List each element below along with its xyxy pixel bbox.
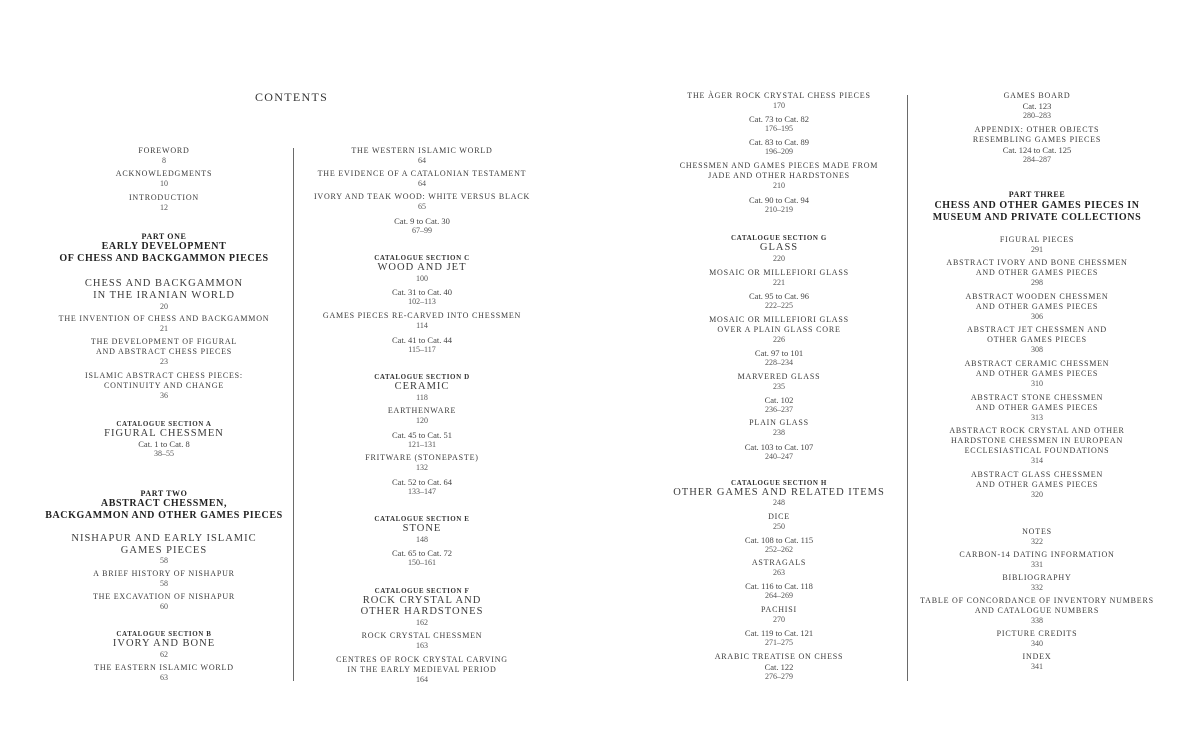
toc-entry: FIGURAL PIECES — [999, 235, 1075, 244]
toc-entry: CONTINUITY AND CHANGE — [103, 381, 225, 390]
page-number: 310 — [1031, 379, 1043, 388]
page-number: 64 — [418, 156, 426, 165]
toc-entry: INDEX — [1022, 652, 1052, 661]
part-label: PART ONE — [141, 232, 187, 241]
toc-entry: TABLE OF CONCORDANCE OF INVENTORY NUMBERS — [920, 596, 1154, 605]
toc-entry: ABSTRACT STONE CHESSMEN — [970, 393, 1104, 402]
page-number: 114 — [416, 321, 428, 330]
toc-entry: THE EXCAVATION OF NISHAPUR — [92, 592, 236, 601]
catalogue-range: Cat. 103 to Cat. 107 — [744, 442, 814, 452]
section-title: CERAMIC — [394, 381, 450, 392]
toc-entry: INTRODUCTION — [128, 193, 200, 202]
catalogue-section-label: CATALOGUE SECTION F — [374, 587, 470, 595]
catalogue-range: Cat. 73 to Cat. 82 — [749, 114, 809, 124]
toc-entry: PICTURE CREDITS — [996, 629, 1078, 638]
chapter-title: NISHAPUR AND EARLY ISLAMIC — [71, 533, 257, 544]
toc-entry: ABSTRACT ROCK CRYSTAL AND OTHER — [949, 426, 1125, 435]
column-divider — [907, 95, 908, 681]
toc-entry: FRITWARE (STONEPASTE) — [365, 453, 479, 462]
catalogue-range: Cat. 65 to Cat. 72 — [392, 548, 452, 558]
section-title: GLASS — [759, 242, 799, 253]
page-number: 163 — [416, 641, 428, 650]
page-number: 220 — [773, 254, 785, 263]
part-title: BACKGAMMON AND OTHER GAMES PIECES — [45, 510, 283, 521]
toc-entry: ISLAMIC ABSTRACT CHESS PIECES: — [85, 371, 243, 380]
page-number: 118 — [416, 393, 428, 402]
catalogue-range: Cat. 119 to Cat. 121 — [744, 628, 814, 638]
page-number: 263 — [773, 568, 785, 577]
toc-entry: ASTRAGALS — [751, 558, 807, 567]
part-title: OF CHESS AND BACKGAMMON PIECES — [59, 253, 269, 264]
toc-entry: A BRIEF HISTORY OF NISHAPUR — [93, 569, 235, 578]
page-title: CONTENTS — [255, 90, 329, 104]
page-number: 210–219 — [765, 205, 793, 214]
page-number: 332 — [1031, 583, 1043, 592]
page-number: 120 — [416, 416, 428, 425]
toc-entry: PLAIN GLASS — [749, 418, 809, 427]
chapter-title: GAMES PIECES — [120, 545, 208, 556]
page-number: 313 — [1031, 413, 1043, 422]
page-number: 170 — [773, 101, 785, 110]
catalogue-range: Cat. 45 to Cat. 51 — [392, 430, 452, 440]
toc-entry: AND ABSTRACT CHESS PIECES — [95, 347, 233, 356]
page-number: 236–237 — [765, 405, 793, 414]
page-number: 150–161 — [408, 558, 436, 567]
toc-entry: DICE — [768, 512, 790, 521]
catalogue-range: Cat. 52 to Cat. 64 — [392, 477, 452, 487]
page-number: 291 — [1031, 245, 1043, 254]
toc-entry: AND OTHER GAMES PIECES — [975, 302, 1099, 311]
page-number: 60 — [160, 602, 168, 611]
toc-entry: ABSTRACT CERAMIC CHESSMEN — [964, 359, 1110, 368]
toc-entry: AND OTHER GAMES PIECES — [975, 480, 1099, 489]
page-number: 340 — [1031, 639, 1043, 648]
catalogue-range: Cat. 1 to Cat. 8 — [138, 439, 190, 449]
toc-entry: JADE AND OTHER HARDSTONES — [708, 171, 850, 180]
page-number: 58 — [160, 556, 168, 565]
page-number: 100 — [416, 274, 428, 283]
page-number: 338 — [1031, 616, 1043, 625]
page-number: 148 — [416, 535, 428, 544]
section-title: ROCK CRYSTAL AND — [362, 595, 482, 606]
page-number: 20 — [160, 302, 168, 311]
part-title: CHESS AND OTHER GAMES PIECES IN — [934, 200, 1140, 211]
page-number: 331 — [1031, 560, 1043, 569]
page-number: 210 — [773, 181, 785, 190]
toc-entry: GAMES PIECES RE-CARVED INTO CHESSMEN — [322, 311, 522, 320]
page-number: 65 — [418, 202, 426, 211]
section-title: STONE — [402, 523, 442, 534]
toc-entry: EARTHENWARE — [387, 406, 457, 415]
part-title: MUSEUM AND PRIVATE COLLECTIONS — [932, 212, 1142, 223]
catalogue-range: Cat. 31 to Cat. 40 — [392, 287, 452, 297]
page-number: 271–275 — [765, 638, 793, 647]
toc-entry: ROCK CRYSTAL CHESSMEN — [361, 631, 483, 640]
toc-entry: THE ÀGER ROCK CRYSTAL CHESS PIECES — [687, 91, 871, 100]
page-number: 102–113 — [408, 297, 436, 306]
page-number: 63 — [160, 673, 168, 682]
page-number: 21 — [160, 324, 168, 333]
toc-entry: AND OTHER GAMES PIECES — [975, 369, 1099, 378]
catalogue-range: Cat. 41 to Cat. 44 — [392, 335, 452, 345]
page-number: 115–117 — [408, 345, 436, 354]
catalogue-range: Cat. 9 to Cat. 30 — [394, 216, 450, 226]
page-number: 67–99 — [412, 226, 432, 235]
toc-entry: ARABIC TREATISE ON CHESS — [714, 652, 844, 661]
catalogue-range: Cat. 102 — [764, 395, 794, 405]
section-title: OTHER GAMES AND RELATED ITEMS — [673, 487, 885, 498]
chapter-title: CHESS AND BACKGAMMON — [84, 278, 244, 289]
page-number: 226 — [773, 335, 785, 344]
part-label: PART TWO — [140, 489, 188, 498]
toc-entry: ABSTRACT GLASS CHESSMEN — [970, 470, 1104, 479]
toc-entry: RESEMBLING GAMES PIECES — [972, 135, 1102, 144]
toc-entry: ABSTRACT IVORY AND BONE CHESSMEN — [946, 258, 1128, 267]
toc-entry: CHESSMEN AND GAMES PIECES MADE FROM — [679, 161, 879, 170]
catalogue-range: Cat. 123 — [1022, 101, 1052, 111]
catalogue-section-label: CATALOGUE SECTION C — [374, 254, 470, 262]
page-number: 222–225 — [765, 301, 793, 310]
catalogue-range: Cat. 116 to Cat. 118 — [745, 581, 813, 591]
part-title: EARLY DEVELOPMENT — [101, 241, 227, 252]
catalogue-section-label: CATALOGUE SECTION E — [374, 515, 470, 523]
page-number: 322 — [1031, 537, 1043, 546]
page-number: 64 — [418, 179, 426, 188]
page-number: 228–234 — [765, 358, 793, 367]
toc-entry: AND OTHER GAMES PIECES — [975, 268, 1099, 277]
catalogue-section-label: CATALOGUE SECTION A — [116, 420, 212, 428]
page-number: 162 — [416, 618, 428, 627]
page-number: 23 — [160, 357, 168, 366]
page-number: 276–279 — [765, 672, 793, 681]
toc-entry: MOSAIC OR MILLEFIORI GLASS — [709, 268, 849, 277]
toc-entry: THE WESTERN ISLAMIC WORLD — [351, 146, 493, 155]
catalogue-section-label: CATALOGUE SECTION D — [374, 373, 470, 381]
page-number: 196–209 — [765, 147, 793, 156]
toc-entry: ABSTRACT WOODEN CHESSMEN — [965, 292, 1109, 301]
catalogue-range: Cat. 124 to Cat. 125 — [1002, 145, 1072, 155]
toc-entry: ABSTRACT JET CHESSMEN AND — [967, 325, 1107, 334]
page-number: 36 — [160, 391, 168, 400]
toc-entry: OTHER GAMES PIECES — [987, 335, 1087, 344]
toc-entry: OVER A PLAIN GLASS CORE — [717, 325, 841, 334]
page-number: 341 — [1031, 662, 1043, 671]
toc-entry: ECCLESIASTICAL FOUNDATIONS — [964, 446, 1110, 455]
toc-entry: BIBLIOGRAPHY — [1002, 573, 1072, 582]
page-number: 248 — [773, 498, 785, 507]
page-number: 62 — [160, 650, 168, 659]
section-title: WOOD AND JET — [377, 262, 467, 273]
toc-entry: GAMES BOARD — [1003, 91, 1071, 100]
page-number: 38–55 — [154, 449, 174, 458]
toc-entry: NOTES — [1022, 527, 1052, 536]
section-title: IVORY AND BONE — [112, 638, 216, 649]
page-number: 280–283 — [1023, 111, 1051, 120]
toc-entry: IN THE EARLY MEDIEVAL PERIOD — [347, 665, 497, 674]
page-number: 308 — [1031, 345, 1043, 354]
toc-entry: MARVERED GLASS — [737, 372, 821, 381]
catalogue-range: Cat. 95 to Cat. 96 — [749, 291, 809, 301]
page-number: 121–131 — [408, 440, 436, 449]
catalogue-range: Cat. 83 to Cat. 89 — [749, 137, 809, 147]
part-title: ABSTRACT CHESSMEN, — [100, 498, 228, 509]
catalogue-range: Cat. 108 to Cat. 115 — [744, 535, 814, 545]
section-title: FIGURAL CHESSMEN — [104, 428, 224, 439]
toc-entry: THE INVENTION OF CHESS AND BACKGAMMON — [58, 314, 270, 323]
page-number: 235 — [773, 382, 785, 391]
toc-entry: AND CATALOGUE NUMBERS — [974, 606, 1100, 615]
page-number: 270 — [773, 615, 785, 624]
page-number: 10 — [160, 179, 168, 188]
catalogue-range: Cat. 122 — [764, 662, 794, 672]
toc-entry: HARDSTONE CHESSMEN IN EUROPEAN — [950, 436, 1124, 445]
toc-entry: CENTRES OF ROCK CRYSTAL CARVING — [336, 655, 508, 664]
page-number: 306 — [1031, 312, 1043, 321]
catalogue-section-label: CATALOGUE SECTION B — [116, 630, 212, 638]
catalogue-section-label: CATALOGUE SECTION G — [731, 234, 827, 242]
page-number: 314 — [1031, 456, 1043, 465]
toc-entry: PACHISI — [761, 605, 797, 614]
page-number: 176–195 — [765, 124, 793, 133]
catalogue-range: Cat. 90 to Cat. 94 — [749, 195, 809, 205]
toc-entry: IVORY AND TEAK WOOD: WHITE VERSUS BLACK — [313, 192, 531, 201]
page-number: 221 — [773, 278, 785, 287]
part-label: PART THREE — [1008, 190, 1066, 199]
page-number: 250 — [773, 522, 785, 531]
toc-entry: CARBON-14 DATING INFORMATION — [959, 550, 1115, 559]
page-number: 264–269 — [765, 591, 793, 600]
page-number: 298 — [1031, 278, 1043, 287]
page-number: 284–287 — [1023, 155, 1051, 164]
page-number: 132 — [416, 463, 428, 472]
toc-entry: AND OTHER GAMES PIECES — [975, 403, 1099, 412]
section-title: OTHER HARDSTONES — [360, 606, 484, 617]
toc-entry: THE DEVELOPMENT OF FIGURAL — [90, 337, 238, 346]
toc-entry: APPENDIX: OTHER OBJECTS — [974, 125, 1100, 134]
toc-entry: THE EASTERN ISLAMIC WORLD — [94, 663, 234, 672]
page-number: 238 — [773, 428, 785, 437]
page-number: 320 — [1031, 490, 1043, 499]
page-number: 8 — [162, 156, 166, 165]
page-number: 240–247 — [765, 452, 793, 461]
toc-entry: ACKNOWLEDGMENTS — [115, 169, 213, 178]
chapter-title: IN THE IRANIAN WORLD — [93, 290, 235, 301]
catalogue-section-label: CATALOGUE SECTION H — [731, 479, 827, 487]
page-number: 252–262 — [765, 545, 793, 554]
toc-entry: FOREWORD — [138, 146, 190, 155]
page-number: 164 — [416, 675, 428, 684]
catalogue-range: Cat. 97 to 101 — [754, 348, 804, 358]
toc-entry: THE EVIDENCE OF A CATALONIAN TESTAMENT — [317, 169, 527, 178]
page-number: 12 — [160, 203, 168, 212]
page-number: 133–147 — [408, 487, 436, 496]
toc-entry: MOSAIC OR MILLEFIORI GLASS — [709, 315, 849, 324]
page-number: 58 — [160, 579, 168, 588]
